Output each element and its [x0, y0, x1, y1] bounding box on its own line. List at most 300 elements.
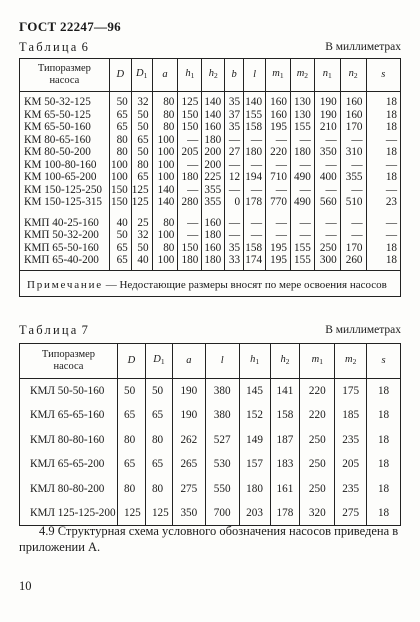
value-cell: — — [290, 229, 314, 242]
spacer-cell — [178, 209, 202, 217]
table6-header-subscript: 1 — [190, 70, 195, 80]
table6-units: В миллиметрах — [325, 41, 401, 53]
value-cell: 178 — [270, 501, 300, 526]
table6-header-subscript: 1 — [327, 70, 332, 80]
value-cell: — — [314, 217, 340, 230]
table6-header-subscript: 1 — [279, 70, 284, 80]
value-cell: 100 — [152, 171, 178, 184]
value-cell: 100 — [152, 146, 178, 159]
value-cell: 125 — [145, 501, 172, 526]
table6-header-text: n — [348, 67, 354, 79]
value-cell: 141 — [270, 379, 300, 404]
value-cell: 160 — [340, 92, 366, 109]
value-cell: — — [266, 184, 291, 197]
note-label: Примечание — [27, 278, 103, 291]
value-cell: 300 — [314, 254, 340, 270]
table7-header-subscript: 1 — [160, 356, 165, 366]
value-cell: 355 — [202, 196, 225, 209]
value-cell: — — [314, 159, 340, 172]
spacer-cell — [225, 209, 244, 217]
value-cell: 50 — [131, 242, 152, 255]
table7-header-cell — [300, 344, 335, 379]
value-cell: — — [366, 134, 401, 147]
table6-header-text: l — [253, 68, 257, 80]
value-cell: 275 — [172, 477, 205, 501]
value-cell: — — [290, 134, 314, 147]
pump-size-cell: КМП 40-25-160 — [24, 216, 99, 229]
value-cell: 18 — [366, 92, 401, 109]
value-cell: 65 — [131, 171, 152, 184]
value-cell: 140 — [152, 196, 178, 209]
value-cell: — — [266, 159, 291, 172]
value-cell: 65 — [145, 452, 172, 476]
spacer-cell — [314, 209, 340, 217]
pump-size-cell: КМ 65-50-125 — [24, 108, 91, 121]
value-cell: 50 — [145, 379, 172, 404]
table7-header-subscript: 1 — [255, 356, 260, 366]
value-cell: 35 — [225, 92, 244, 109]
page-number: 10 — [19, 579, 32, 593]
value-cell: 350 — [314, 146, 340, 159]
group-separator — [20, 209, 401, 217]
value-cell: 18 — [367, 379, 401, 404]
value-cell: 18 — [367, 501, 401, 526]
table-row — [20, 254, 401, 270]
value-cell: — — [314, 229, 340, 242]
value-cell: 180 — [178, 171, 202, 184]
value-cell: 65 — [117, 452, 145, 476]
table6-header-cell — [109, 59, 131, 92]
value-cell: 65 — [131, 134, 152, 147]
table7-header-cell — [205, 344, 239, 379]
value-cell: 125 — [131, 196, 152, 209]
value-cell: 210 — [314, 121, 340, 134]
value-cell: 140 — [244, 92, 266, 109]
pump-size-cell: КМ 50-32-125 — [24, 96, 91, 108]
value-cell: — — [290, 159, 314, 172]
table6-header-subscript: 2 — [213, 70, 218, 80]
value-cell: 178 — [244, 196, 266, 209]
table-6 — [19, 58, 401, 297]
value-cell: 203 — [239, 501, 270, 526]
value-cell: — — [366, 229, 401, 242]
value-cell: 80 — [152, 217, 178, 230]
table7-header-text: Типоразмер насоса — [41, 348, 96, 372]
table7-header-text: a — [186, 354, 192, 366]
value-cell: 380 — [205, 403, 239, 427]
value-cell: 195 — [266, 242, 291, 255]
value-cell: 35 — [225, 242, 244, 255]
value-cell: 12 — [225, 171, 244, 184]
value-cell: 225 — [202, 171, 225, 184]
table7-header-cell — [172, 344, 205, 379]
table6-header-cell — [178, 59, 202, 92]
value-cell: 145 — [239, 379, 270, 404]
value-cell: — — [178, 134, 202, 147]
pump-size-cell: КМП 65-50-160 — [24, 241, 99, 254]
value-cell: 50 — [131, 109, 152, 122]
table7-header-text: D — [153, 353, 161, 365]
value-cell: 23 — [366, 196, 401, 209]
table-row — [20, 121, 401, 134]
table6-header-subscript: 2 — [353, 70, 358, 80]
value-cell: 140 — [202, 92, 225, 109]
table-row — [20, 92, 401, 109]
value-cell: 40 — [109, 217, 131, 230]
pump-size-cell: КМ 80-65-160 — [24, 133, 91, 146]
value-cell: 65 — [109, 109, 131, 122]
value-cell: 40 — [131, 254, 152, 270]
value-cell: 262 — [172, 428, 205, 452]
value-cell: 125 — [178, 92, 202, 109]
value-cell: — — [266, 229, 291, 242]
value-cell: 190 — [172, 379, 205, 404]
value-cell: 80 — [152, 242, 178, 255]
value-cell: 187 — [270, 428, 300, 452]
value-cell: 27 — [225, 146, 244, 159]
pump-size-cell: КМЛ 50-50-160 — [30, 384, 105, 397]
value-cell: 150 — [109, 196, 131, 209]
value-cell: 185 — [335, 403, 367, 427]
value-cell: 174 — [244, 254, 266, 270]
note-text: — Недостающие размеры вносят по мере освоения насосов — [102, 278, 387, 291]
spacer-cell — [202, 209, 225, 217]
value-cell: 280 — [178, 196, 202, 209]
value-cell: 170 — [340, 242, 366, 255]
value-cell: 180 — [239, 477, 270, 501]
value-cell: 25 — [131, 217, 152, 230]
table6-header-cell — [290, 59, 314, 92]
body-paragraph: 4.9 Структурная схема условного обозначения насосов приведена в приложении А. — [19, 524, 399, 554]
value-cell: 235 — [335, 428, 367, 452]
value-cell: 194 — [244, 171, 266, 184]
value-cell: 130 — [290, 92, 314, 109]
value-cell: 260 — [340, 254, 366, 270]
value-cell: 195 — [266, 254, 291, 270]
value-cell: 65 — [145, 403, 172, 427]
value-cell: 275 — [335, 501, 367, 526]
pump-size-cell: КМ 150-125-315 — [24, 196, 103, 208]
table6-caption — [19, 40, 88, 55]
table6-header-subscript: 2 — [304, 70, 309, 80]
table-row — [20, 159, 401, 172]
pump-size-cell: КМЛ 80-80-200 — [30, 482, 105, 495]
table6-caption-number: 6 — [81, 40, 88, 54]
pump-size-cell: КМ 80-50-200 — [24, 146, 91, 158]
table6-header-text: D — [135, 67, 144, 79]
value-cell: 235 — [335, 477, 367, 501]
value-cell: 490 — [290, 171, 314, 184]
value-cell: 160 — [266, 92, 291, 109]
value-cell: 160 — [202, 121, 225, 134]
value-cell: 155 — [290, 254, 314, 270]
table6-header-text: Типоразмер насоса — [37, 62, 91, 86]
value-cell: 250 — [300, 477, 335, 501]
value-cell: — — [244, 134, 266, 147]
value-cell: 250 — [314, 242, 340, 255]
value-cell: 125 — [117, 501, 145, 526]
value-cell: 157 — [239, 452, 270, 476]
table6-header-row — [20, 59, 401, 92]
table6-header-cell — [225, 59, 244, 92]
pump-size-cell: КМЛ 80-80-160 — [30, 433, 105, 446]
value-cell: 490 — [290, 196, 314, 209]
value-cell: 205 — [178, 146, 202, 159]
value-cell: — — [178, 217, 202, 230]
value-cell: 560 — [314, 196, 340, 209]
table-row — [20, 242, 401, 255]
value-cell: 100 — [109, 159, 131, 172]
value-cell: 35 — [225, 121, 244, 134]
value-cell: 160 — [266, 109, 291, 122]
value-cell: 140 — [202, 109, 225, 122]
value-cell: 250 — [300, 428, 335, 452]
value-cell: — — [178, 229, 202, 242]
spacer-cell — [340, 209, 366, 217]
value-cell: 50 — [109, 92, 131, 109]
table-row — [20, 217, 401, 230]
table7-caption — [19, 323, 88, 338]
value-cell: 190 — [172, 403, 205, 427]
value-cell: 510 — [340, 196, 366, 209]
value-cell: 149 — [239, 428, 270, 452]
table7-header-subscript: 2 — [285, 356, 290, 366]
table6-header-text: m — [296, 67, 305, 79]
table-row — [20, 403, 401, 427]
value-cell: 220 — [300, 379, 335, 404]
value-cell: 155 — [290, 242, 314, 255]
spacer-cell — [152, 209, 178, 217]
value-cell: 100 — [109, 171, 131, 184]
table-row — [20, 184, 401, 197]
value-cell: 320 — [300, 501, 335, 526]
table-row — [20, 477, 401, 501]
pump-size-cell: КМП 50-32-200 — [24, 229, 99, 241]
value-cell: 190 — [314, 109, 340, 122]
value-cell: 150 — [109, 184, 131, 197]
value-cell: 33 — [225, 254, 244, 270]
table7-header-cell — [270, 344, 300, 379]
value-cell: 65 — [109, 254, 131, 270]
value-cell: 18 — [366, 171, 401, 184]
value-cell: 175 — [335, 379, 367, 404]
table7-header-cell — [335, 344, 367, 379]
value-cell: 80 — [152, 121, 178, 134]
spacer-cell — [131, 209, 152, 217]
value-cell: 770 — [266, 196, 291, 209]
spacer-cell — [109, 209, 131, 217]
value-cell: 152 — [239, 403, 270, 427]
value-cell: 50 — [117, 379, 145, 404]
value-cell: — — [178, 159, 202, 172]
value-cell: 160 — [202, 242, 225, 255]
value-cell: 125 — [131, 184, 152, 197]
value-cell: 155 — [290, 121, 314, 134]
table-7 — [19, 343, 401, 526]
table6-header-cell — [20, 59, 110, 92]
table-row — [20, 229, 401, 242]
table6-header-subscript: 1 — [143, 70, 148, 80]
pump-size-cell: КМ 100-80-160 — [24, 158, 97, 171]
spacer-cell — [20, 209, 110, 217]
spacer-cell — [266, 209, 291, 217]
value-cell: 155 — [244, 109, 266, 122]
table7-header-cell — [239, 344, 270, 379]
value-cell: — — [340, 229, 366, 242]
table6-header-cell — [131, 59, 152, 92]
value-cell: 265 — [172, 452, 205, 476]
table6-header-cell — [152, 59, 178, 92]
value-cell: — — [366, 184, 401, 197]
spacer-cell — [366, 209, 401, 217]
table6-header-cell — [266, 59, 291, 92]
table7-header-subscript: 1 — [319, 356, 323, 366]
value-cell: 180 — [290, 146, 314, 159]
value-cell: 100 — [152, 254, 178, 270]
value-cell: 161 — [270, 477, 300, 501]
value-cell: 80 — [145, 428, 172, 452]
value-cell: 0 — [225, 196, 244, 209]
value-cell: 100 — [152, 159, 178, 172]
table6-header-text: n — [322, 67, 328, 79]
table7-header-text: h — [280, 353, 286, 365]
table6-header-text: h — [208, 67, 214, 79]
value-cell: 65 — [109, 242, 131, 255]
pump-size-cell: КМ 100-65-200 — [24, 171, 97, 183]
value-cell: 205 — [335, 452, 367, 476]
table7-units: В миллиметрах — [325, 324, 401, 336]
table7-header-text: l — [220, 354, 224, 366]
table6-note-cell — [20, 270, 401, 296]
value-cell: — — [244, 217, 266, 230]
value-cell: 50 — [109, 229, 131, 242]
table6-header-text: m — [272, 67, 280, 79]
value-cell: 180 — [202, 254, 225, 270]
value-cell: 32 — [131, 92, 152, 109]
value-cell: 355 — [202, 184, 225, 197]
value-cell: — — [340, 217, 366, 230]
value-cell: 158 — [270, 403, 300, 427]
value-cell: 18 — [366, 121, 401, 134]
table6-body — [20, 92, 401, 297]
value-cell: 50 — [131, 146, 152, 159]
value-cell: — — [244, 184, 266, 197]
value-cell: — — [366, 217, 401, 230]
value-cell: 80 — [109, 134, 131, 147]
value-cell: — — [290, 184, 314, 197]
value-cell: 310 — [340, 146, 366, 159]
table6-header-text: D — [116, 68, 125, 80]
value-cell: 37 — [225, 109, 244, 122]
value-cell: 200 — [202, 159, 225, 172]
value-cell: 65 — [117, 403, 145, 427]
value-cell: 220 — [300, 403, 335, 427]
value-cell: — — [178, 184, 202, 197]
table7-body — [20, 379, 401, 526]
spacer-cell — [244, 209, 266, 217]
pump-size-cell: КМЛ 65-65-200 — [30, 458, 105, 471]
value-cell: 195 — [266, 121, 291, 134]
value-cell: 170 — [340, 121, 366, 134]
value-cell: 140 — [152, 184, 178, 197]
pump-size-cell: КМ 150-125-250 — [24, 183, 103, 196]
value-cell: 80 — [117, 428, 145, 452]
value-cell: 100 — [152, 134, 178, 147]
value-cell: — — [225, 217, 244, 230]
value-cell: 80 — [109, 146, 131, 159]
value-cell: 527 — [205, 428, 239, 452]
value-cell: 50 — [131, 121, 152, 134]
value-cell: 158 — [244, 242, 266, 255]
table7-header-cell — [145, 344, 172, 379]
table7-header-text: h — [250, 353, 256, 365]
table-row — [20, 452, 401, 476]
value-cell: — — [225, 159, 244, 172]
table7-header-cell — [117, 344, 145, 379]
table7-header-subscript: 2 — [352, 356, 357, 366]
table-row — [20, 146, 401, 159]
pump-size-cell: КМ 65-50-160 — [24, 121, 91, 133]
pump-size-cell: КМЛ 65-65-160 — [30, 409, 105, 422]
value-cell: 18 — [366, 109, 401, 122]
value-cell: 18 — [367, 452, 401, 476]
value-cell: 180 — [202, 229, 225, 242]
value-cell: — — [340, 159, 366, 172]
value-cell: — — [225, 134, 244, 147]
value-cell: 18 — [366, 254, 401, 270]
table7-header-text: s — [381, 354, 386, 366]
value-cell: 180 — [178, 254, 202, 270]
value-cell: 65 — [109, 121, 131, 134]
table6-header-text: b — [231, 68, 237, 80]
value-cell: — — [266, 217, 291, 230]
value-cell: 710 — [266, 171, 291, 184]
table-row — [20, 379, 401, 404]
table-row — [20, 196, 401, 209]
table-row — [20, 109, 401, 122]
value-cell: 18 — [367, 403, 401, 427]
value-cell: 190 — [314, 92, 340, 109]
pump-size-cell: КМП 65-40-200 — [24, 254, 99, 266]
value-cell: 80 — [117, 477, 145, 501]
table7-header-row — [20, 344, 401, 379]
table7-header-cell — [367, 344, 401, 379]
value-cell: 200 — [202, 146, 225, 159]
value-cell: 80 — [152, 109, 178, 122]
value-cell: — — [225, 184, 244, 197]
table7-caption-word: Таблица — [19, 323, 79, 337]
value-cell: — — [340, 134, 366, 147]
table7-header-text: m — [345, 353, 353, 365]
table-row — [20, 134, 401, 147]
table7-caption-number: 7 — [81, 323, 88, 337]
value-cell: 80 — [152, 92, 178, 109]
value-cell: 150 — [178, 121, 202, 134]
table6-header-text: s — [381, 68, 386, 80]
table6-header-cell — [202, 59, 225, 92]
value-cell: 350 — [172, 501, 205, 526]
value-cell: 183 — [270, 452, 300, 476]
value-cell: 160 — [340, 109, 366, 122]
value-cell: 18 — [366, 242, 401, 255]
value-cell: 355 — [340, 171, 366, 184]
value-cell: — — [290, 217, 314, 230]
value-cell: 380 — [205, 379, 239, 404]
table6-header-text: h — [185, 67, 191, 79]
value-cell: 400 — [314, 171, 340, 184]
value-cell: 18 — [367, 477, 401, 501]
value-cell: 80 — [131, 159, 152, 172]
